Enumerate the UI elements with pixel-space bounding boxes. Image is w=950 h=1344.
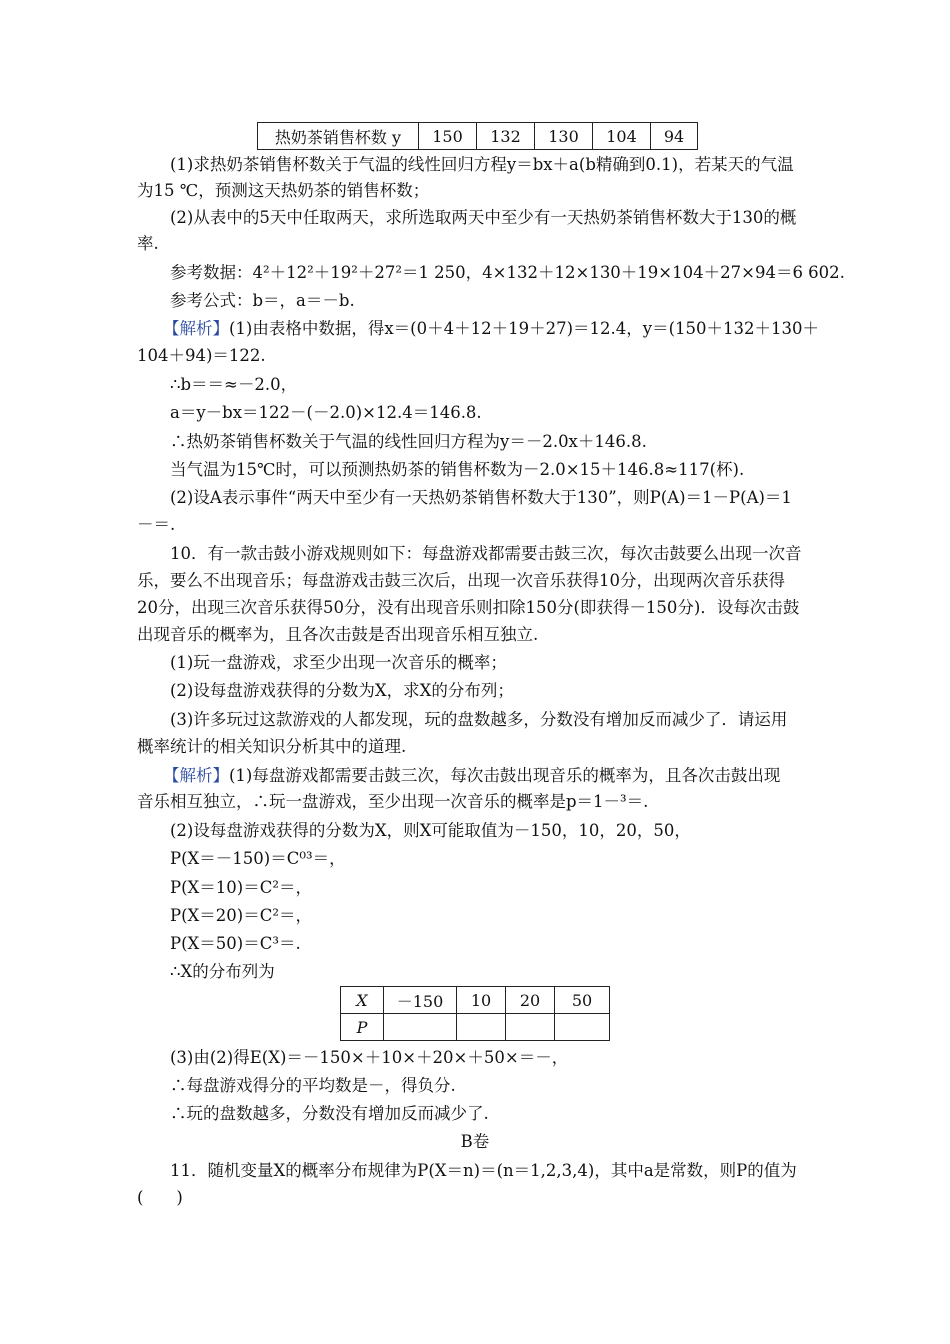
text-line: (3)由(2)得E(X)＝－150×＋10×＋20×＋50×＝－， [170, 1048, 569, 1067]
table-cell [506, 1014, 555, 1041]
text-line: 11．随机变量X的概率分布规律为P(X＝n)＝(n＝1,2,3,4)，其中a是常数，则P的值为 [170, 1161, 797, 1180]
text-line: 参考公式：b＝，a＝－b. [170, 291, 355, 310]
text-line: 率. [137, 234, 159, 253]
table-cell: －150 [384, 987, 457, 1014]
text-line: 音乐相互独立，∴玩一盘游戏，至少出现一次音乐的概率是p＝1－³＝. [137, 792, 649, 811]
text-line: ( ) [137, 1188, 183, 1207]
text-line: (2)设A表示事件“两天中至少有一天热奶茶销售杯数大于130”，则P(A)＝1－P(A)＝1 [170, 488, 792, 507]
solution-text: (1)由表格中数据，得x＝(0＋4＋12＋19＋27)＝12.4，y＝(150＋132＋130＋ [229, 319, 820, 338]
table-cell: 热奶茶销售杯数 y [258, 123, 419, 150]
table-cell [384, 1014, 457, 1041]
table-row [258, 123, 698, 150]
table-cell: 94 [651, 123, 698, 150]
text-line: P(X＝10)＝C²＝， [170, 878, 312, 897]
text-line: (2)设每盘游戏获得的分数为X，则X可能取值为－150，10，20，50， [170, 821, 691, 840]
text-line: P(X＝50)＝C³＝. [170, 934, 301, 953]
section-heading: B卷 [460, 1132, 490, 1151]
solution-tag: 【解析】 [163, 766, 229, 785]
text-line: (1)求热奶茶销售杯数关于气温的线性回归方程y＝bx＋a(b精确到0.1)，若某天的气温 [170, 155, 794, 174]
text-line: a＝y－bx＝122－(－2.0)×12.4＝146.8. [170, 403, 482, 422]
text-line: 乐，要么不出现音乐；每盘游戏击鼓三次后，出现一次音乐获得10分，出现两次音乐获得 [137, 571, 785, 590]
text-line: 参考数据：4²＋12²＋19²＋27²＝1 250，4×132＋12×130＋19×104＋27×94＝6 602. [170, 263, 845, 282]
text-line: ∴b＝＝≈－2.0， [170, 375, 298, 394]
table-row [341, 987, 610, 1014]
solution-line [163, 318, 843, 340]
text-line: P(X＝－150)＝C⁰³＝， [170, 849, 346, 868]
table-cell: 150 [419, 123, 477, 150]
text-line: 当气温为15℃时，可以预测热奶茶的销售杯数为－2.0×15＋146.8≈117(杯). [170, 460, 745, 479]
sales-table [257, 122, 698, 150]
text-line: ∴每盘游戏得分的平均数是－，得负分. [170, 1076, 456, 1095]
text-line: P(X＝20)＝C²＝， [170, 906, 312, 925]
table-cell: 50 [555, 987, 610, 1014]
table-cell: 10 [457, 987, 506, 1014]
text-line: 20分，出现三次音乐获得50分，没有出现音乐则扣除150分(即获得－150分)．设每次击鼓 [137, 598, 800, 617]
table-cell: P [341, 1014, 384, 1041]
solution-tag: 【解析】 [163, 319, 229, 338]
text-line: ∴玩的盘数越多，分数没有增加反而减少了. [170, 1104, 489, 1123]
table-cell: 20 [506, 987, 555, 1014]
table-cell: 130 [535, 123, 593, 150]
table-row [341, 1014, 610, 1041]
table-cell [555, 1014, 610, 1041]
solution-line [163, 765, 843, 787]
text-line: ∴热奶茶销售杯数关于气温的线性回归方程为y＝－2.0x＋146.8. [170, 432, 647, 451]
text-line: (1)玩一盘游戏，求至少出现一次音乐的概率； [170, 653, 507, 672]
text-line: 104＋94)＝122. [137, 346, 266, 365]
table-cell: 104 [593, 123, 651, 150]
text-line: 概率统计的相关知识分析其中的道理. [137, 737, 407, 756]
table-cell: X [341, 987, 384, 1014]
table-cell [457, 1014, 506, 1041]
text-line: 10．有一款击鼓小游戏规则如下：每盘游戏都需要击鼓三次，每次击鼓要么出现一次音 [170, 544, 802, 563]
text-line: (2)从表中的5天中任取两天，求所选取两天中至少有一天热奶茶销售杯数大于130的概 [170, 208, 797, 227]
text-line: －＝. [137, 515, 176, 534]
text-line: (3)许多玩过这款游戏的人都发现，玩的盘数越多，分数没有增加反而减少了．请运用 [170, 710, 788, 729]
text-line: ∴X的分布列为 [170, 962, 275, 981]
distribution-table [340, 986, 610, 1041]
table-cell: 132 [477, 123, 535, 150]
text-line: 为15 ℃，预测这天热奶茶的销售杯数； [137, 181, 430, 200]
text-line: (2)设每盘游戏获得的分数为X，求X的分布列； [170, 681, 514, 700]
text-line: 出现音乐的概率为，且各次击鼓是否出现音乐相互独立. [137, 625, 539, 644]
solution-text: (1)每盘游戏都需要击鼓三次，每次击鼓出现音乐的概率为，且各次击鼓出现 [229, 766, 781, 785]
